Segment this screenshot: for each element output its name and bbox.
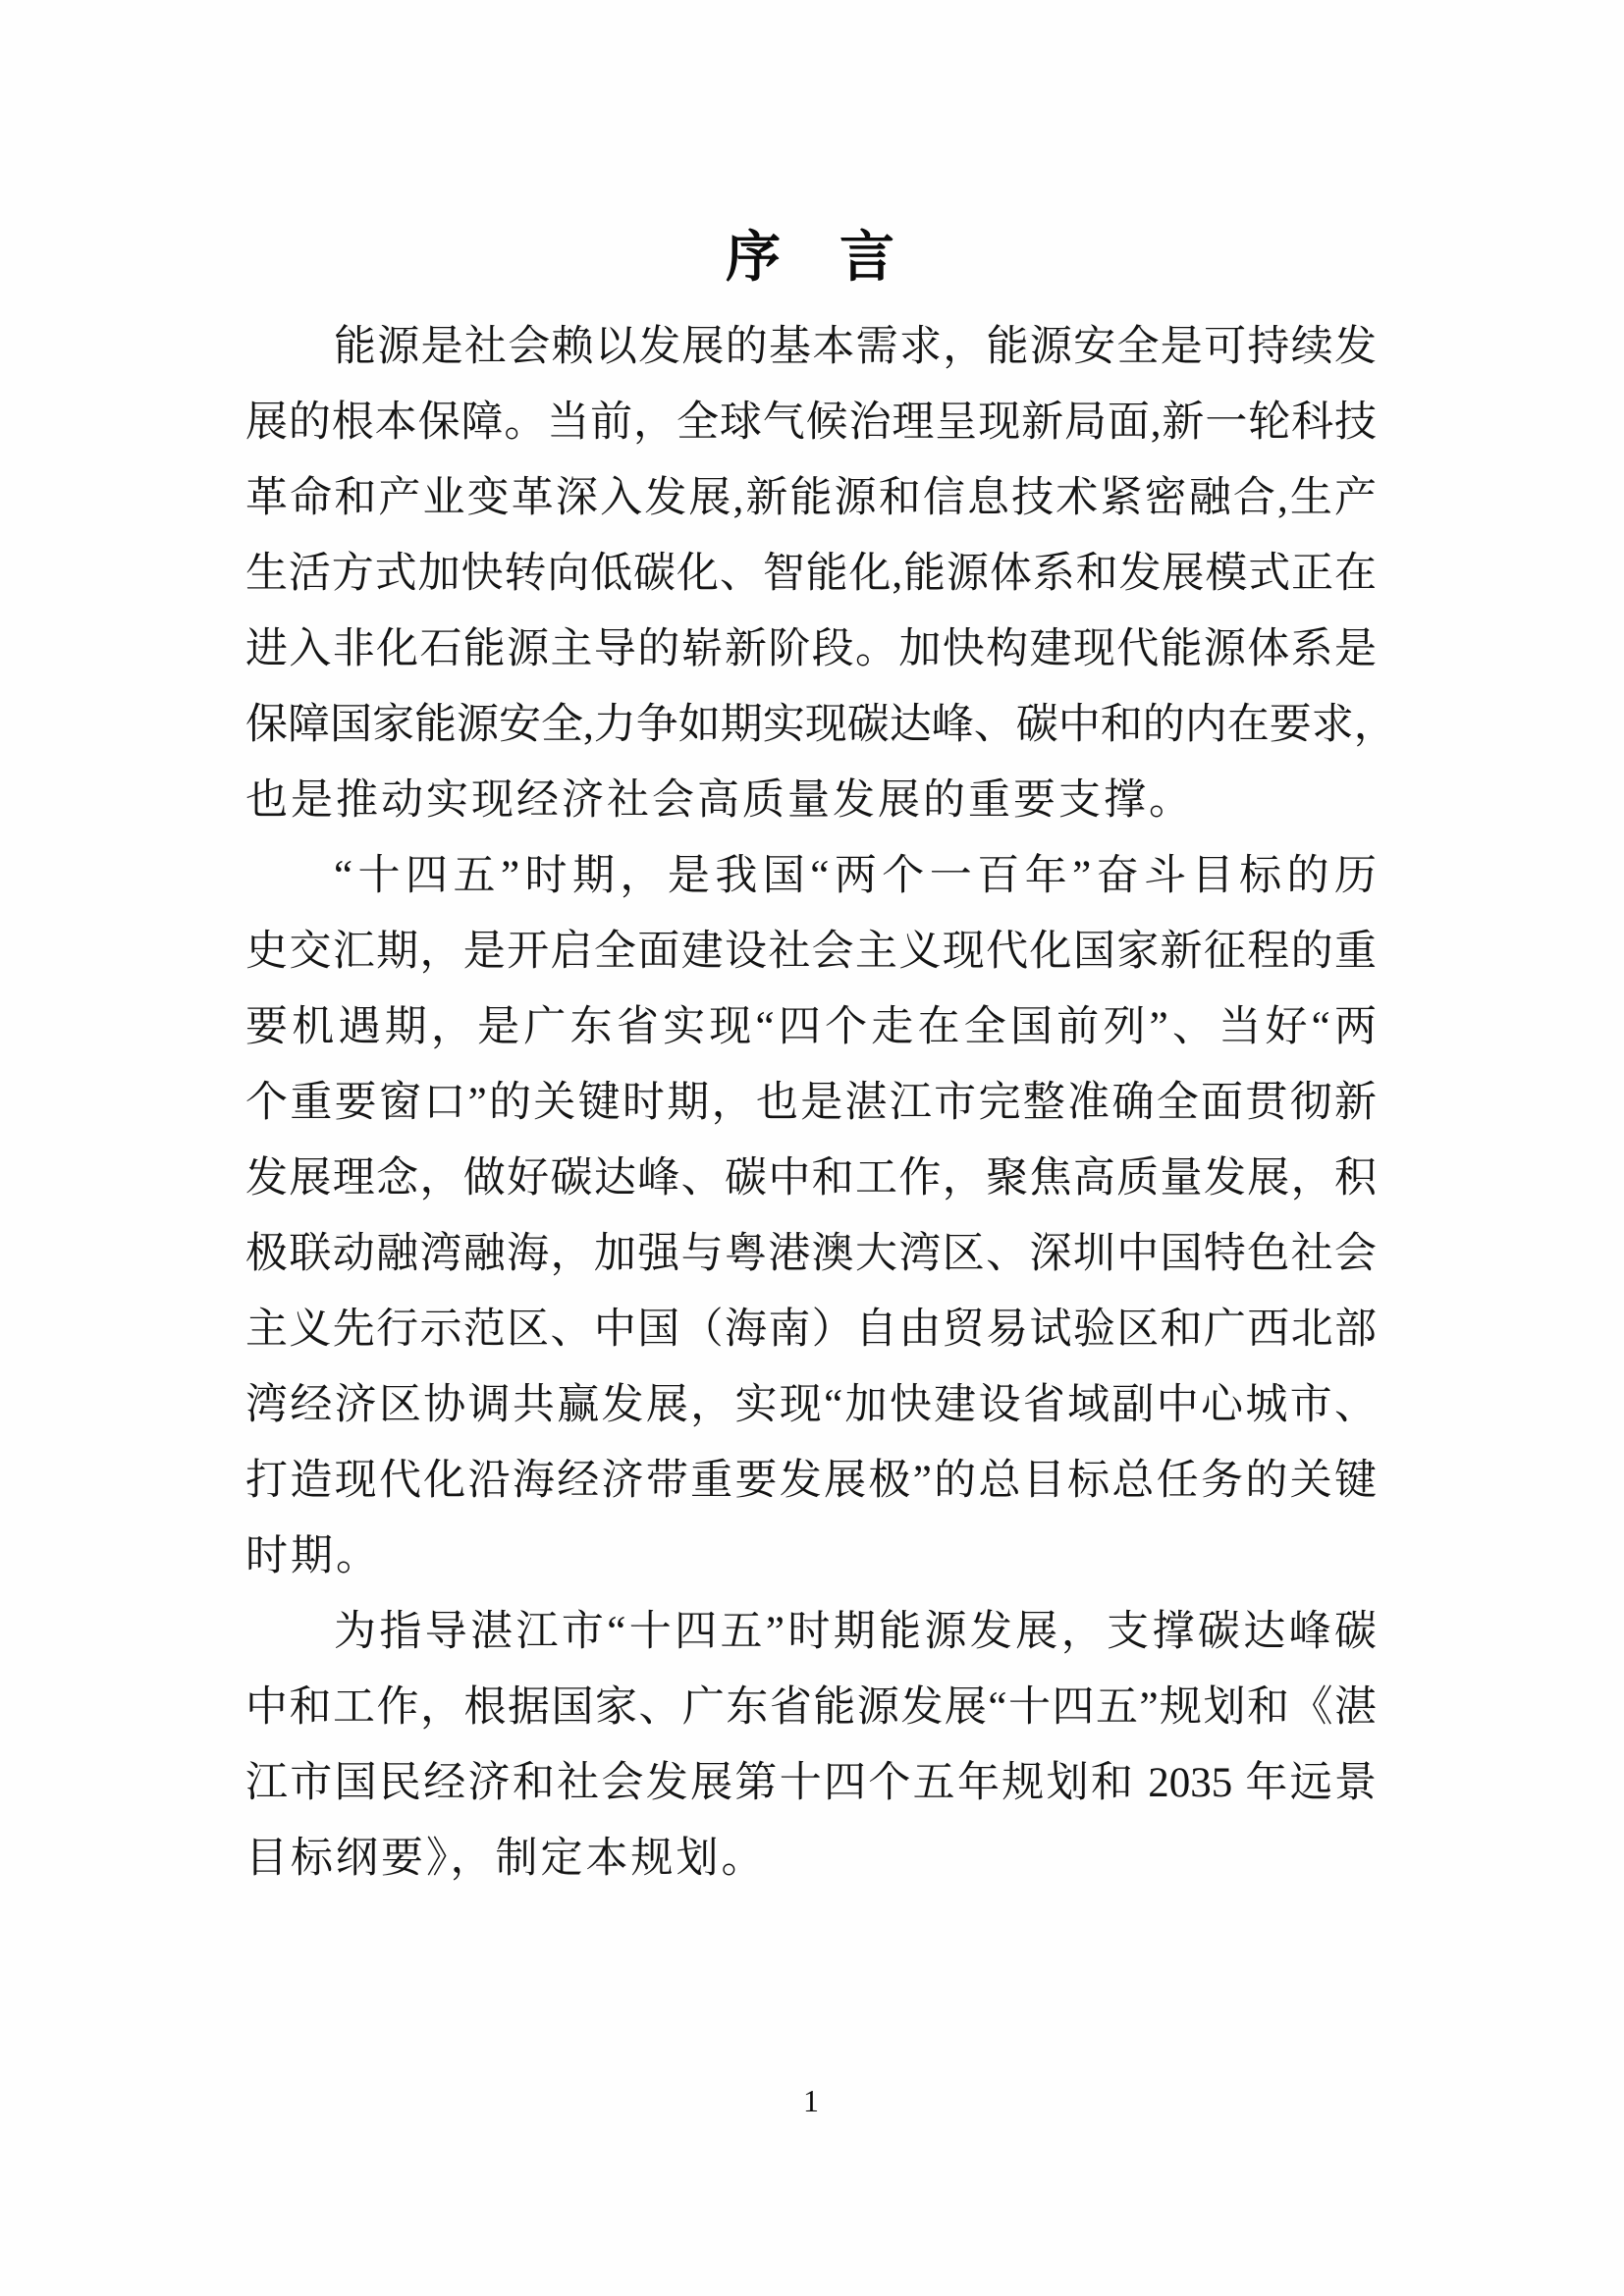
text-line: 为指导湛江市“十四五”时期能源发展，支撑碳达峰碳 (334, 1609, 1377, 1655)
page-number: 1 (803, 2083, 819, 2118)
text-line: 江市国民经济和社会发展第十四个五年规划和 2035 年远景 (245, 1760, 1377, 1806)
page-title: 序 言 (726, 228, 896, 289)
text-line: 也是推动实现经济社会高质量发展的重要支撑。 (245, 777, 1194, 824)
text-line: 生活方式加快转向低碳化、智能化,能源体系和发展模式正在 (245, 551, 1377, 597)
text-line: “十四五”时期，是我国“两个一百年”奋斗目标的历 (334, 853, 1377, 899)
text-line: 目标纲要》，制定本规划。 (245, 1836, 767, 1882)
text-line: 要机遇期，是广东省实现“四个走在全国前列”、当好“两 (245, 1004, 1377, 1050)
text-line: 打造现代化沿海经济带重要发展极”的总目标总任务的关键 (245, 1458, 1377, 1504)
text-line: 保障国家能源安全,力争如期实现碳达峰、碳中和的内在要求， (245, 702, 1396, 748)
text-line: 能源是社会赖以发展的基本需求，能源安全是可持续发 (334, 324, 1377, 370)
text-line: 主义先行示范区、中国（海南）自由贸易试验区和广西北部 (245, 1307, 1377, 1353)
text-line: 史交汇期，是开启全面建设社会主义现代化国家新征程的重 (245, 929, 1377, 975)
text-line: 时期。 (245, 1533, 381, 1579)
text-line: 进入非化石能源主导的崭新阶段。加快构建现代能源体系是 (245, 626, 1377, 672)
text-line: 极联动融湾融海，加强与粤港澳大湾区、深圳中国特色社会 (245, 1231, 1377, 1277)
text-line: 革命和产业变革深入发展,新能源和信息技术紧密融合,生产 (245, 475, 1377, 521)
text-line: 湾经济区协调共赢发展，实现“加快建设省域副中心城市、 (245, 1382, 1377, 1428)
text-line: 中和工作，根据国家、广东省能源发展“十四五”规划和《湛 (245, 1684, 1377, 1731)
body-text (245, 309, 1396, 1896)
text-line: 个重要窗口”的关键时期，也是湛江市完整准确全面贯彻新 (245, 1080, 1377, 1126)
text-line: 展的根本保障。当前，全球气候治理呈现新局面,新一轮科技 (245, 400, 1377, 446)
text-line: 发展理念，做好碳达峰、碳中和工作，聚焦高质量发展，积 (245, 1155, 1377, 1201)
